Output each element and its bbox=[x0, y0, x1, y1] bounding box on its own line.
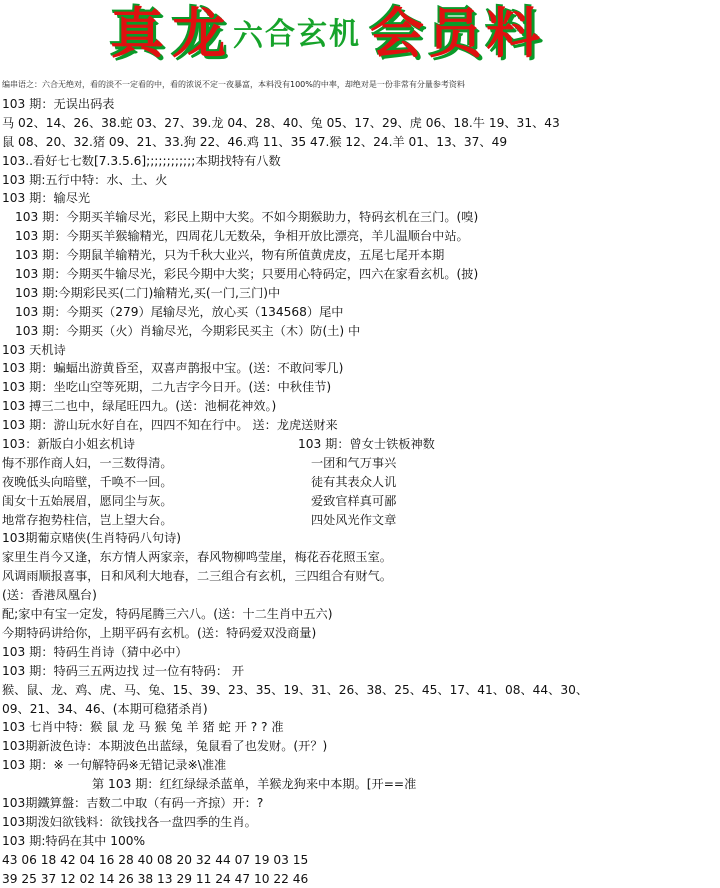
text-line: 103 期：今期买牛输尽光，彩民今期中大奖；只要用心特码定，四六在家看玄机。(披) bbox=[15, 267, 479, 282]
left-poem bbox=[2, 435, 298, 529]
text-line: 103 期:特码在其中 100% bbox=[2, 833, 146, 848]
poem-line: 闺女十五始展眉，愿同尘与灰。 bbox=[2, 493, 173, 508]
poem-line: 夜晚低头向暗壁，千唤不一回。 bbox=[2, 474, 173, 489]
text-line: 103 期：今期买羊猴输精光，四周花儿无数朵，争相开放比漂亮，羊儿温顺台中站。 bbox=[15, 229, 469, 244]
text-line: 猴、鼠、龙、鸡、虎、马、兔、15、39、23、35、19、31、26、38、25、45、17、41、08、44、30、 bbox=[2, 682, 589, 697]
disclaimer-notice: 编串语之：六合无绝对，看的淡不一定看的中，看的浓说不定一夜暴富，本料没有100%的中率，却绝对是一份非常有分量参考资料 bbox=[2, 80, 465, 89]
poem-line: 徒有其表众人讥 bbox=[311, 474, 397, 489]
title-char-zhen: 真 bbox=[110, 2, 164, 65]
text-line: 第 103 期：红红绿绿杀蓝单，羊猴龙狗来中本期。[开==准 bbox=[92, 777, 417, 792]
text-line: 103期鐵算盤：吉数二中取（有码一齐掠）开：? bbox=[2, 795, 264, 810]
title-char-xuan: 玄 bbox=[297, 17, 327, 52]
text-line: 103 期：今期买（279）尾输尽光，放心买（134568）尾中 bbox=[15, 304, 344, 319]
text-line: 103 期：蝙蝠出游黄昏至，双喜声鹊报中宝。(送：不敢问零几) bbox=[2, 361, 344, 376]
text-line: 配;家中有宝一定发，特码尾腾三六八。(送：十二生肖中五六) bbox=[2, 607, 333, 622]
text-line: 家里生肖今又逢，东方情人两家亲，春风物柳鸣莹崖，梅花吞花照玉室。 bbox=[2, 550, 392, 565]
text-line: 103期葡京赌侠(生肖特码八句诗) bbox=[2, 531, 182, 546]
poem-title: 103 期：曾女士铁板神数 bbox=[298, 437, 435, 452]
poem-line: 四处风光作文章 bbox=[311, 512, 397, 527]
text-line: 103 期：输尽光 bbox=[2, 191, 91, 206]
poem-title: 103：新版白小姐玄机诗 bbox=[2, 437, 135, 452]
poem-line: 地常存抱势柱信，岂上望大台。 bbox=[2, 512, 173, 527]
text-line: 103 期：坐吃山空等死期，二九吉字今日开。(送：中秋佳节) bbox=[2, 380, 332, 395]
title-char-liu: 六 bbox=[233, 19, 263, 54]
text-line: 103期新波色诗：本期波色出蓝绿，兔鼠看了也发财。(开？) bbox=[2, 739, 328, 754]
text-line: 今期特码讲给你，上期平码有玄机。(送：特码爱双没商量) bbox=[2, 625, 317, 640]
title-char-yuan: 员 bbox=[428, 2, 482, 65]
title-char-liao: 料 bbox=[486, 2, 540, 65]
text-line: 103 期：无误出码表 bbox=[2, 97, 115, 111]
text-line: 103 期：特码生肖诗（猜中必中） bbox=[2, 644, 188, 659]
text-line: (送：香港凤凰台) bbox=[2, 588, 97, 603]
text-line: 103 天机诗 bbox=[2, 342, 66, 357]
title-char-he: 合 bbox=[265, 17, 295, 52]
number-row: 39 25 37 12 02 14 26 38 13 29 11 24 47 10 22 46 bbox=[2, 871, 309, 886]
text-line: 103 七肖中特：猴 鼠 龙 马 猴 兔 羊 猪 蛇 开 ? ? 准 bbox=[2, 720, 284, 735]
text-line: 103 期：今期买羊输尽光，彩民上期中大奖。不如今期猴助力，特码玄机在三门。(嗅) bbox=[15, 210, 479, 225]
text-line: 103 期：今期买（火）肖输尽光，今期彩民买主（木）防(土) 中 bbox=[15, 323, 361, 338]
text-line: 103 期：游山玩水好自在，四四不知在行中。 送：龙虎送财来 bbox=[2, 418, 338, 433]
text-line: 鼠 08、20、32.猪 09、21、33.狗 22、46.鸡 11、35 47.猴 12、24.羊 01、13、37、49 bbox=[2, 134, 508, 149]
text-line: 103 期：特码三五两边找 过一位有特码： 开 bbox=[2, 663, 245, 678]
title-char-ji: 机 bbox=[329, 17, 359, 52]
two-column-poems bbox=[2, 435, 718, 529]
text-line: 103..看好七七数[7.3.5.6];;;;;;;;;;;;本期找特有八数 bbox=[2, 153, 281, 168]
text-line: 103 期:五行中特：水、土、火 bbox=[2, 172, 168, 187]
text-line: 103 期：※ 一句解特码※无错记录※\准准 bbox=[2, 758, 227, 773]
poem-line: 一团和气万事兴 bbox=[311, 455, 397, 470]
title-char-hui: 会 bbox=[370, 2, 424, 65]
title-char-long: 龙 bbox=[172, 2, 226, 65]
poem-line: 爱致官样真可鄙 bbox=[311, 493, 397, 508]
text-line: 风调雨顺报喜事，日和风利大地春，二三组合有玄机，三四组合有财气。 bbox=[2, 569, 392, 584]
header-banner bbox=[0, 0, 720, 72]
right-poem bbox=[298, 435, 718, 529]
text-line: 103 搏三二也中，绿尾旺四九。(送：池桐花神效。) bbox=[2, 399, 277, 414]
text-line: 103 期：今期鼠羊输精光，只为千秋大业兴，物有所值黄虎皮，五尾七尾开本期 bbox=[15, 248, 445, 263]
number-row: 43 06 18 42 04 16 28 40 08 20 32 44 07 19 03 15 bbox=[2, 852, 309, 867]
text-line: 103 期:今期彩民买(二门)输精光,买(一门,三门)中 bbox=[15, 285, 281, 300]
text-line: 103期泼妇欲钱料：欲钱找各一盘四季的生肖。 bbox=[2, 814, 257, 829]
text-line: 马 02、14、26、38.蛇 03、27、39.龙 04、28、40、兔 05、17、29、虎 06、18.牛 19、31、43 bbox=[2, 115, 560, 130]
text-line: 09、21、34、46、(本期可稳猪杀肖) bbox=[2, 701, 208, 716]
main-content bbox=[2, 95, 718, 888]
poem-line: 悔不那作商人妇，一三数得清。 bbox=[2, 455, 173, 470]
